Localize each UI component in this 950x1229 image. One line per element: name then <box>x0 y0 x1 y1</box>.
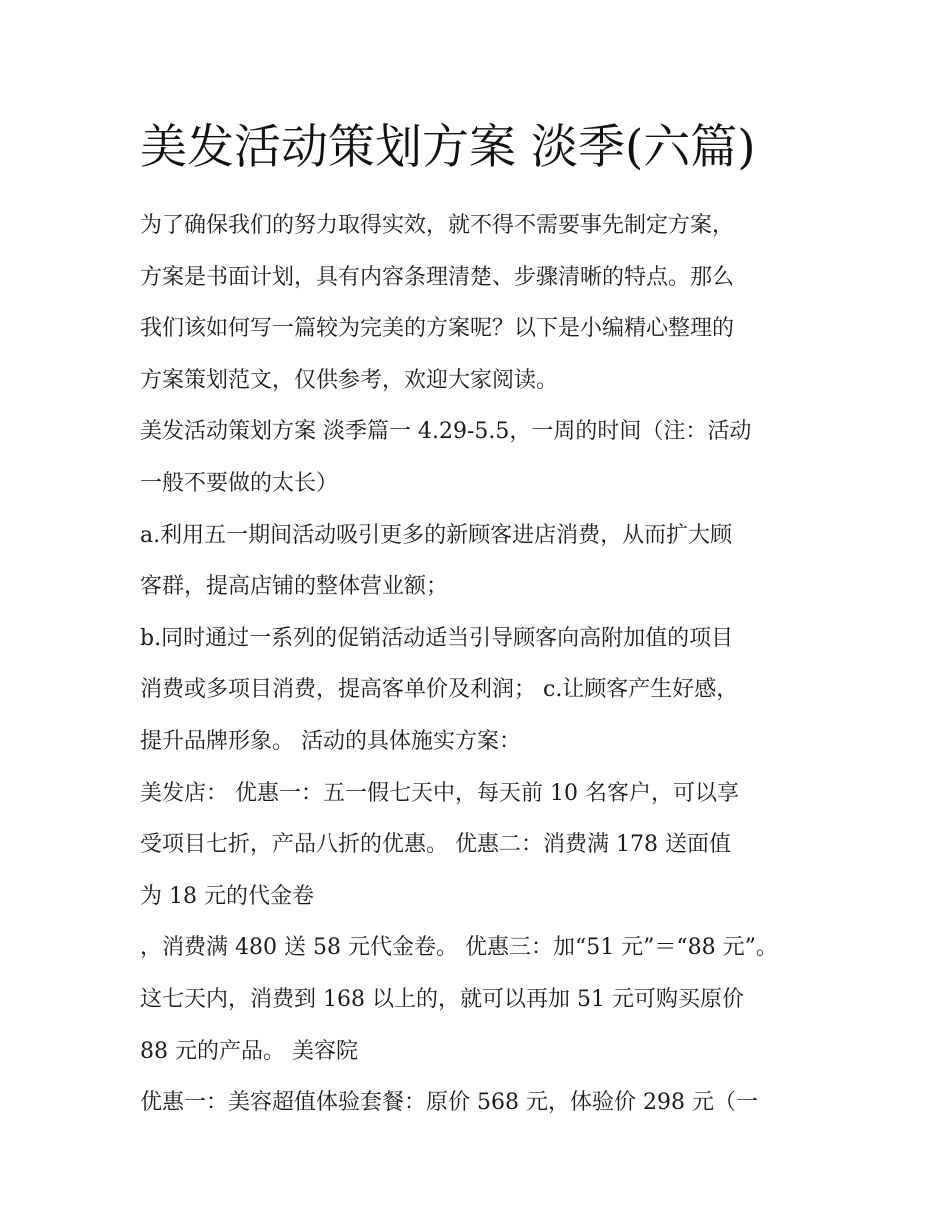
body-line: 我们该如何写一篇较为完美的方案呢？以下是小编精心整理的 <box>140 316 735 342</box>
body-line: 为 18 元的代金卷 <box>140 883 314 909</box>
document-body <box>140 200 820 1129</box>
body-line: 客群，提高店铺的整体营业额； <box>140 574 449 600</box>
body-line: 消费或多项目消费，提高客单价及利润； c.让顾客产生好感， <box>140 677 739 703</box>
document-title: 美发活动策划方案 淡季(六篇) <box>140 120 756 175</box>
body-line: 提升品牌形象。 活动的具体施实方案： <box>140 728 521 754</box>
body-line: 优惠一：美容超值体验套餐：原价 568 元，体验价 298 元（一 <box>140 1090 758 1116</box>
body-line: 这七天内，消费到 168 以上的，就可以再加 51 元可购买原价 <box>140 986 744 1012</box>
body-line: 美发活动策划方案 淡季篇一 4.29-5.5，一周的时间（注：活动 <box>140 419 752 445</box>
body-line: ，消费满 480 送 58 元代金卷。 优惠三：加“51 元”＝“88 元”。 <box>140 935 778 961</box>
body-line: 方案策划范文，仅供参考，欢迎大家阅读。 <box>140 367 559 393</box>
body-line: 方案是书面计划，具有内容条理清楚、步骤清晰的特点。那么 <box>140 264 735 290</box>
body-line: b.同时通过一系列的促销活动适当引导顾客向高附加值的项目 <box>140 625 734 651</box>
body-line: 一般不要做的太长） <box>140 470 339 496</box>
body-line: a.利用五一期间活动吸引更多的新顾客进店消费，从而扩大顾 <box>140 522 733 548</box>
body-line: 美发店： 优惠一：五一假七天中，每天前 10 名客户，可以享 <box>140 780 739 806</box>
body-line: 88 元的产品。 美容院 <box>140 1038 358 1064</box>
body-line: 受项目七折，产品八折的优惠。 优惠二：消费满 178 送面值 <box>140 832 731 858</box>
body-line: 为了确保我们的努力取得实效，就不得不需要事先制定方案， <box>140 213 735 238</box>
